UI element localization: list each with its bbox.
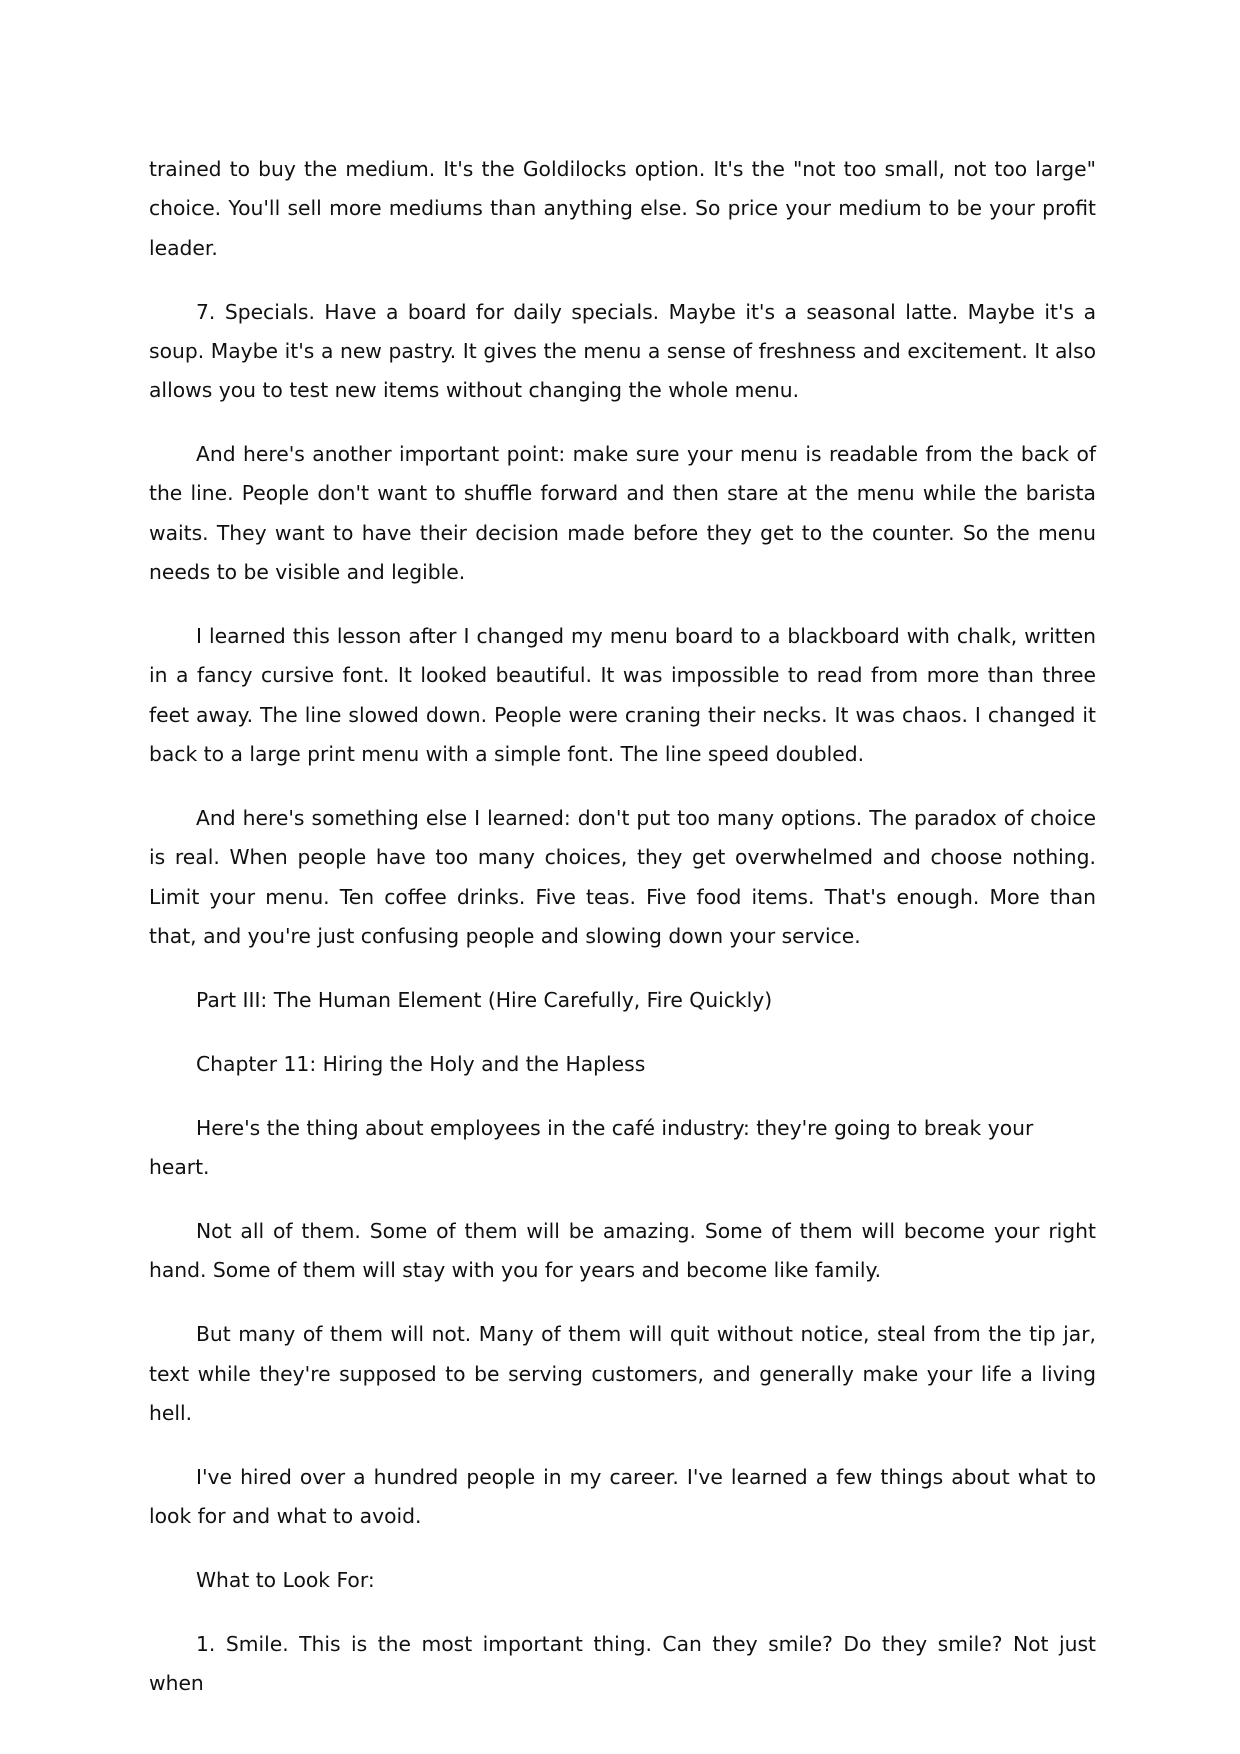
paragraph-not-all-of-them: Not all of them. Some of them will be amazing. Some of them will become your right hand. Some of them will stay with you for years and become like family. (149, 1219, 1096, 1283)
part-heading: Part III: The Human Element (Hire Carefully, Fire Quickly) (196, 987, 773, 1012)
paragraph-hired-over-hundred: I've hired over a hundred people in my career. I've learned a few things about what to look for and what to avoid. (149, 1464, 1096, 1529)
subheading-what-to-look-for: What to Look For: (196, 1568, 375, 1593)
paragraph-specials: 7. Specials. Have a board for daily specials. Maybe it's a seasonal latte. Maybe it's a soup. Maybe it's a new pastry. It gives the menu a sense of freshness and excitement. It also allows you to test new items without changing the whole menu. (149, 299, 1096, 403)
paragraph-menu-readable: And here's another important point: make sure your menu is readable from the back of the line. People don't want to shuffle forward and then stare at the menu while the barista waits. They want to have their decision made before they get to the counter. So the menu needs to be visible and legible. (149, 442, 1096, 585)
paragraph-blackboard-lesson: I learned this lesson after I changed my menu board to a blackboard with chalk, written in a fancy cursive font. It looked beautiful. It was impossible to read from more than three feet away. The line slowed down. People were craning their necks. It was chaos. I changed it back to a large print menu with a simple font. The line speed doubled. (149, 624, 1096, 766)
paragraph-medium-pricing: trained to buy the medium. It's the Goldilocks option. It's the "not too small, not too large" choice. You'll sell more mediums than anything else. So price your medium to be your profit leader. (149, 157, 1096, 260)
paragraph-many-will-not: But many of them will not. Many of them will quit without notice, steal from the tip jar, text while they're supposed to be serving customers, and generally make your life a living hell. (149, 1322, 1096, 1425)
document-page (149, 150, 1096, 1728)
list-item-smile: 1. Smile. This is the most important thing. Can they smile? Do they smile? Not just when (149, 1632, 1096, 1696)
paragraph-employees-intro: Here's the thing about employees in the café industry: they're going to break your heart. (149, 1115, 1034, 1180)
paragraph-too-many-options: And here's something else I learned: don't put too many options. The paradox of choice is real. When people have too many choices, they get overwhelmed and choose nothing. Limit your menu. Ten coffee drinks. Five teas. Five food items. That's enough. More than that, and you're just confusing people and slowing down your service. (149, 805, 1096, 948)
chapter-heading: Chapter 11: Hiring the Holy and the Hapless (196, 1051, 646, 1076)
